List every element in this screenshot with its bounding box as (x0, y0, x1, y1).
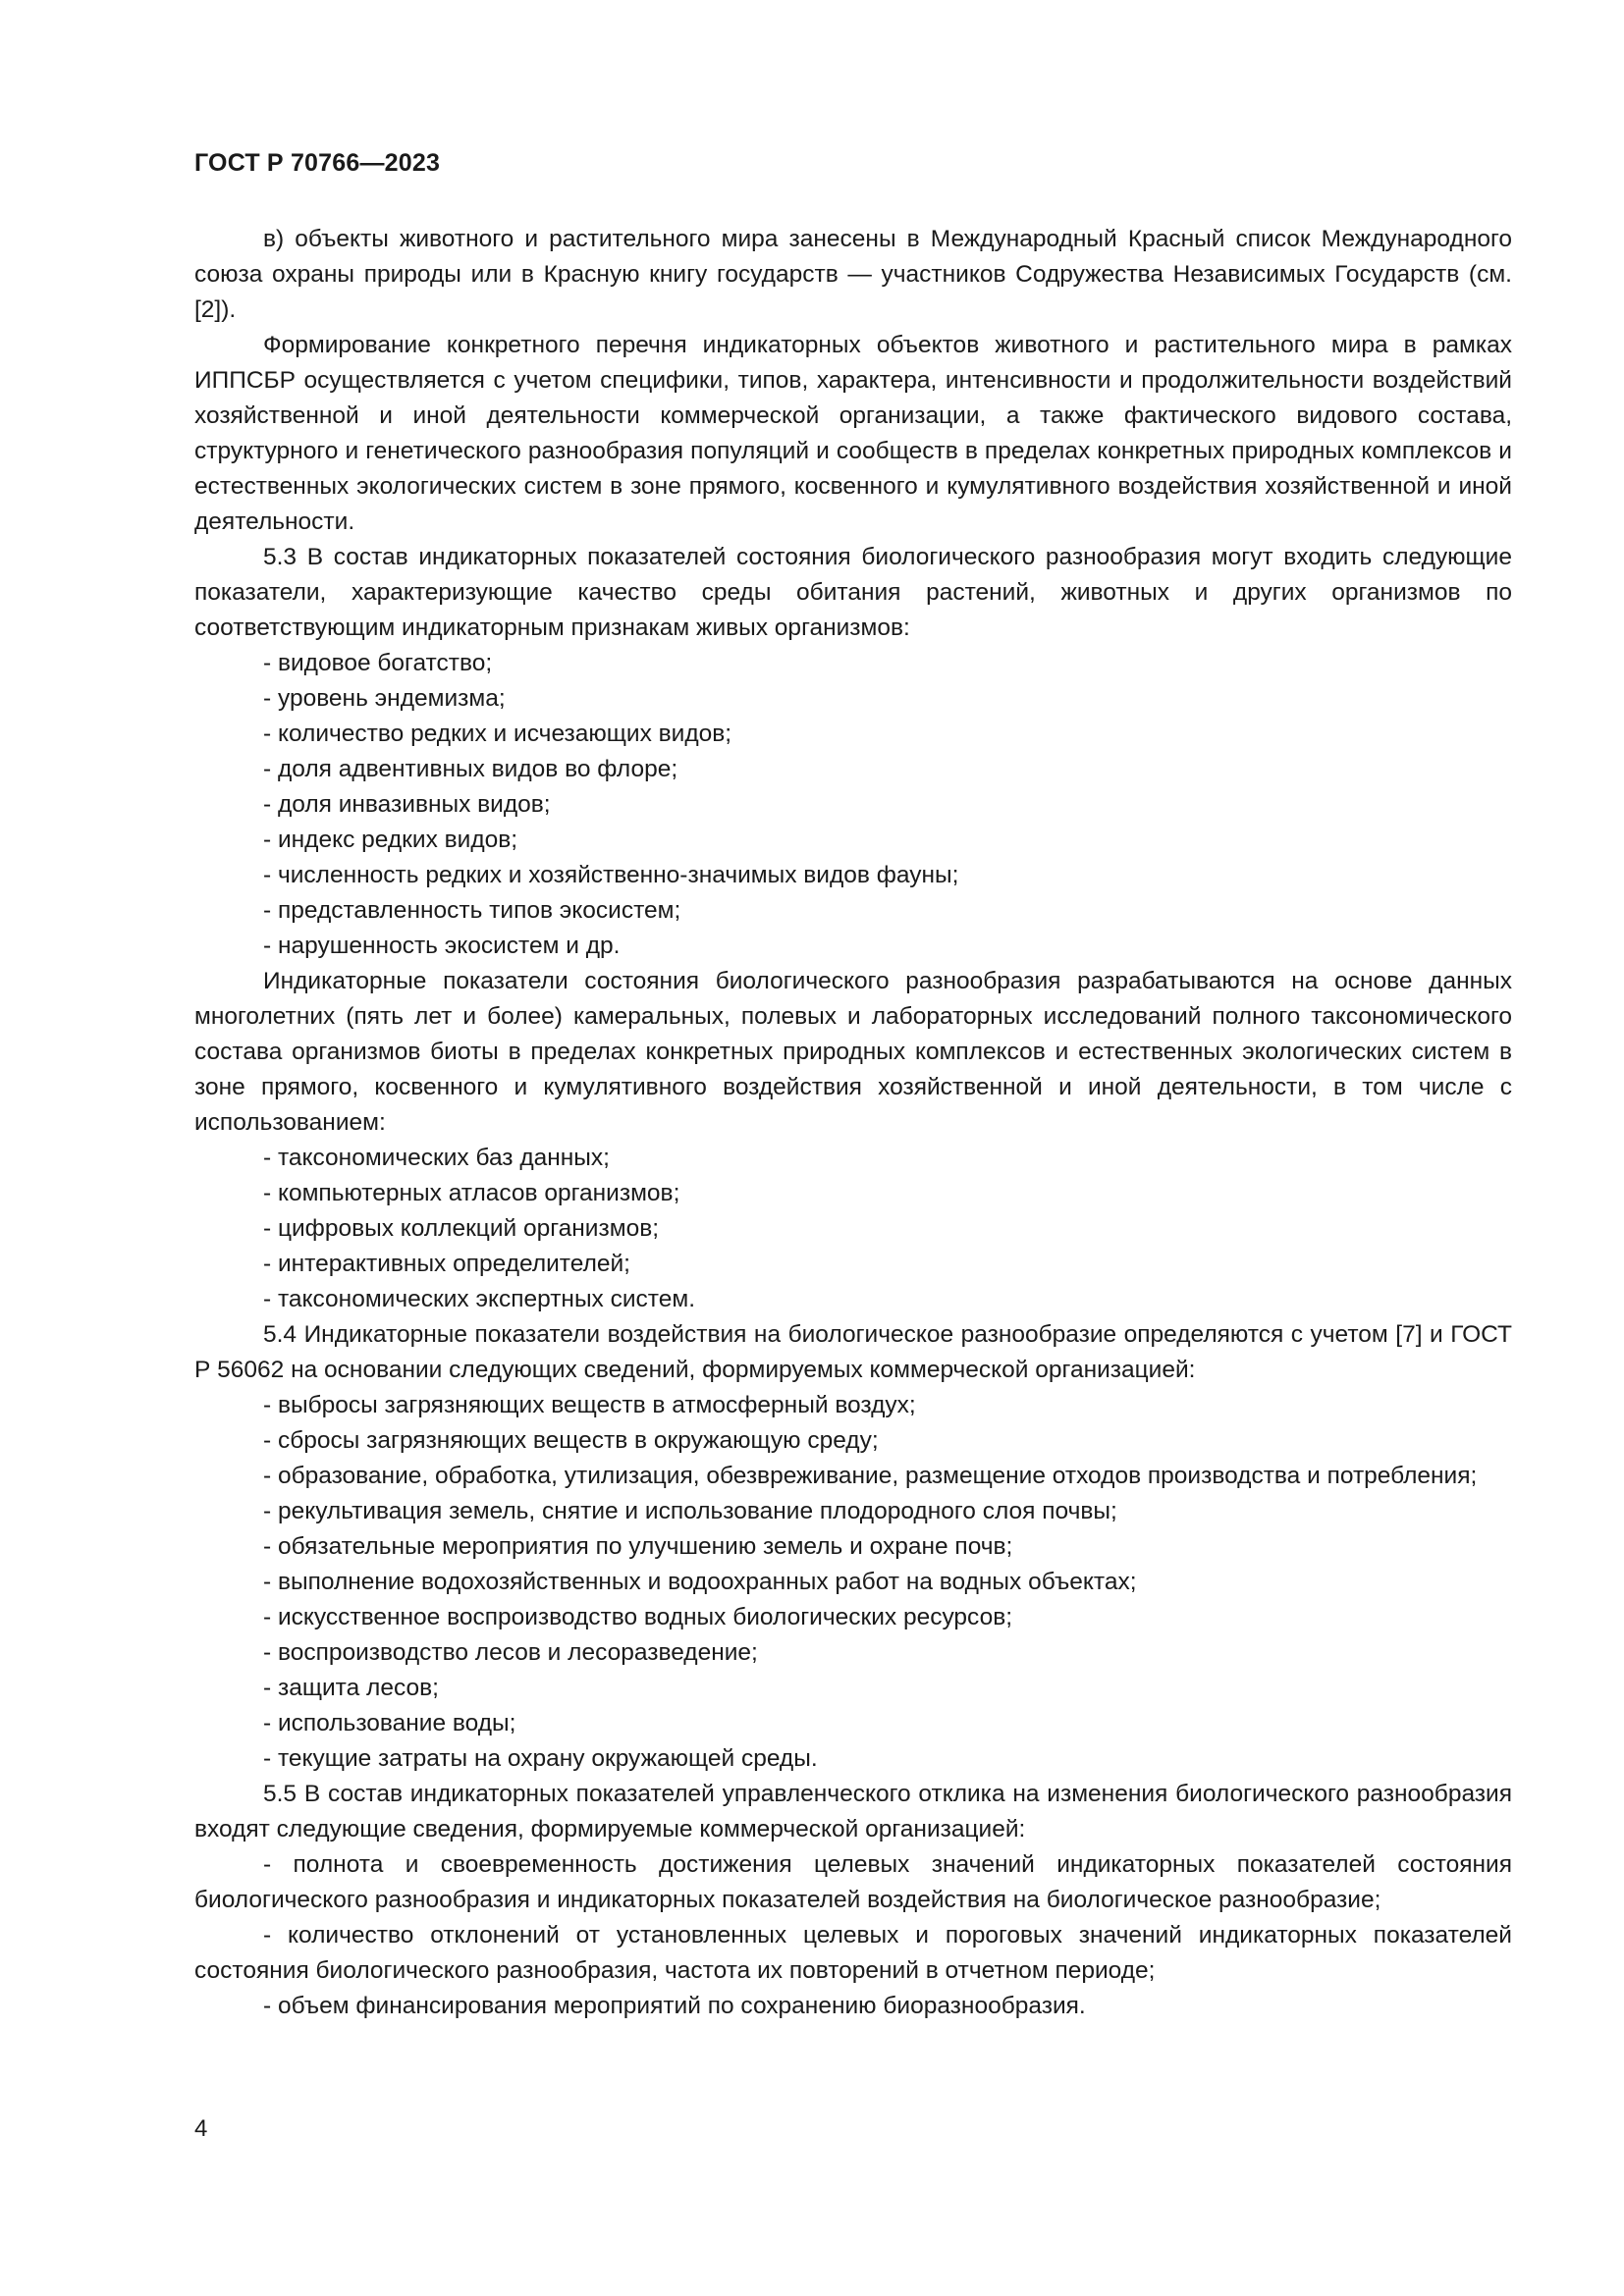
list-item: - сбросы загрязняющих веществ в окружающую среду; (263, 1427, 879, 1454)
document-header: ГОСТ Р 70766—2023 (194, 149, 441, 177)
list-item: - количество редких и исчезающих видов; (263, 721, 732, 747)
list-item: - выполнение водохозяйственных и водоохранных работ на водных объектах; (263, 1569, 1137, 1595)
list-item: - численность редких и хозяйственно-значимых видов фауны; (263, 862, 959, 888)
list-item: - представленность типов экосистем; (263, 897, 681, 924)
list-item: - компьютерных атласов организмов; (263, 1180, 680, 1206)
list-item: - уровень эндемизма; (263, 685, 506, 712)
document-body (194, 222, 1512, 2024)
list-item: - объем финансирования мероприятий по сохранению биоразнообразия. (263, 1993, 1086, 2019)
paragraph-v: в) объекты животного и растительного мира занесены в Международный Красный список Международного союза охраны природы или в Красную книгу государств — участников Содружества Независимых Государств (см. [2]). (194, 226, 1512, 323)
list-item: - цифровых коллекций организмов; (263, 1215, 660, 1242)
list-item: - полнота и своевременность достижения целевых значений индикаторных показателей состояния биологического разнообразия и индикаторных показателей воздействия на биологическое разнообразие; (194, 1851, 1512, 1913)
paragraph-5-3: 5.3 В состав индикаторных показателей состояния биологического разнообразия могут входить следующие показатели, характеризующие качество среды обитания растений, животных и других организмов по соответствующим индикаторным признакам живых организмов: (194, 544, 1512, 641)
list-item: - рекультивация земель, снятие и использование плодородного слоя почвы; (263, 1498, 1117, 1524)
list-item: - количество отклонений от установленных целевых и пороговых значений индикаторных показателей состояния биологического разнообразия, частота их повторений в отчетном периоде; (194, 1922, 1512, 1984)
list-item: - нарушенность экосистем и др. (263, 933, 621, 959)
paragraph-5-5: 5.5 В состав индикаторных показателей управленческого отклика на изменения биологического разнообразия входят следующие сведения, формируемые коммерческой организацией: (194, 1781, 1512, 1842)
list-item: - воспроизводство лесов и лесоразведение; (263, 1639, 758, 1666)
list-item: - защита лесов; (263, 1675, 439, 1701)
list-item: - искусственное воспроизводство водных биологических ресурсов; (263, 1604, 1013, 1630)
list-item: - индекс редких видов; (263, 827, 518, 853)
list-item: - текущие затраты на охрану окружающей среды. (263, 1745, 818, 1772)
paragraph-5-4: 5.4 Индикаторные показатели воздействия на биологическое разнообразие определяются с учетом [7] и ГОСТ Р 56062 на основании следующих сведений, формируемых коммерческой организацией: (194, 1321, 1512, 1383)
list-item: - образование, обработка, утилизация, обезвреживание, размещение отходов производства и потребления; (263, 1463, 1478, 1489)
list-item: - доля инвазивных видов; (263, 791, 551, 818)
list-item: - обязательные мероприятия по улучшению земель и охране почв; (263, 1533, 1013, 1560)
list-item: - таксономических баз данных; (263, 1145, 610, 1171)
list-item: - выбросы загрязняющих веществ в атмосферный воздух; (263, 1392, 916, 1418)
list-item: - интерактивных определителей; (263, 1251, 630, 1277)
list-item: - доля адвентивных видов во флоре; (263, 756, 678, 782)
list-item: - видовое богатство; (263, 650, 493, 676)
paragraph-formation: Формирование конкретного перечня индикаторных объектов животного и растительного мира в рамках ИППСБР осуществляется с учетом специфики, типов, характера, интенсивности и продолжительности воздействий хозяйственной и иной деятельности коммерческой организации, а также фактического видового состава, структурного и генетического разнообразия популяций и сообществ в пределах конкретных природных комплексов и естественных экологических систем в зоне прямого, косвенного и кумулятивного воздействия хозяйственной и иной деятельности. (194, 332, 1512, 535)
list-item: - использование воды; (263, 1710, 516, 1736)
list-item: - таксономических экспертных систем. (263, 1286, 696, 1312)
page-number: 4 (194, 2115, 208, 2142)
paragraph-indicators: Индикаторные показатели состояния биологического разнообразия разрабатываются на основе данных многолетних (пять лет и более) камеральных, полевых и лабораторных исследований полного таксономического состава организмов биоты в пределах конкретных природных комплексов и естественных экологических систем в зоне прямого, косвенного и кумулятивного воздействия хозяйственной и иной деятельности, в том числе с использованием: (194, 968, 1512, 1136)
